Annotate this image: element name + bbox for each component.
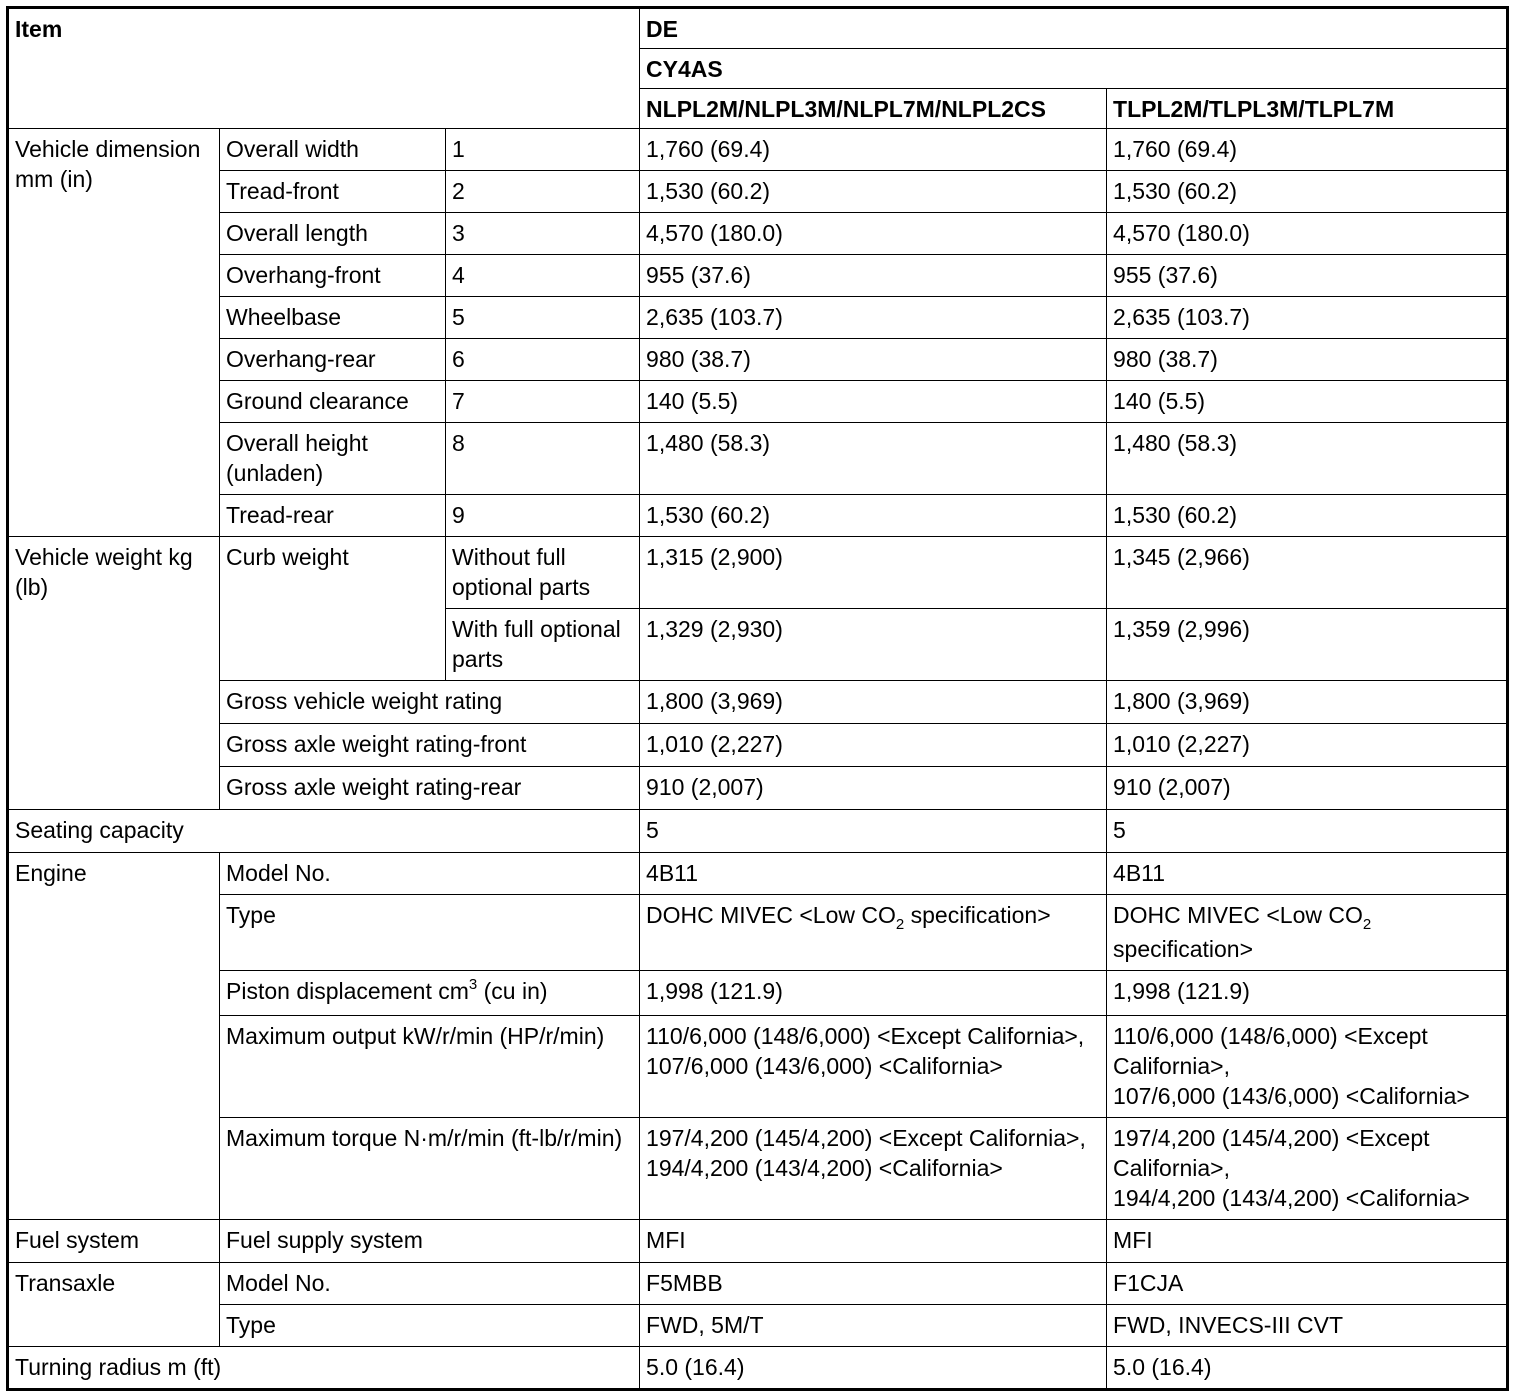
text-line: 107/6,000 (143/6,000) <California> xyxy=(646,1053,1003,1079)
row-number: 5 xyxy=(446,297,640,339)
value-b: F1CJA xyxy=(1107,1263,1508,1305)
text-run: specification> xyxy=(1113,936,1254,962)
text-line: 194/4,200 (143/4,200) <California> xyxy=(646,1155,1003,1181)
value-a: 1,010 (2,227) xyxy=(640,724,1107,767)
row-label: Tread-rear xyxy=(220,495,446,537)
row-label: Gross axle weight rating-front xyxy=(220,724,640,767)
value-a xyxy=(640,1016,1107,1118)
value-a: 1,530 (60.2) xyxy=(640,171,1107,213)
row-label: Overall length xyxy=(220,213,446,255)
text-run: DOHC MIVEC <Low CO xyxy=(646,902,896,928)
text-run: DOHC MIVEC <Low CO xyxy=(1113,902,1363,928)
value-a: FWD, 5M/T xyxy=(640,1305,1107,1347)
value-a xyxy=(640,1118,1107,1220)
value-b: 1,345 (2,966) xyxy=(1107,537,1508,609)
table-row xyxy=(8,1347,1508,1390)
value-b xyxy=(1107,1016,1508,1118)
row-label: Overhang-rear xyxy=(220,339,446,381)
value-b: 1,998 (121.9) xyxy=(1107,971,1508,1016)
value-a: 5 xyxy=(640,810,1107,853)
value-b: 1,800 (3,969) xyxy=(1107,681,1508,724)
value-a: 980 (38.7) xyxy=(640,339,1107,381)
table-row xyxy=(8,1118,1508,1220)
seating-label: Seating capacity xyxy=(8,810,640,853)
row-label: Type xyxy=(220,895,640,971)
value-b: 5.0 (16.4) xyxy=(1107,1347,1508,1390)
value-a: 2,635 (103.7) xyxy=(640,297,1107,339)
row-number: 4 xyxy=(446,255,640,297)
text-line: 110/6,000 (148/6,000) <Except California>, xyxy=(1113,1023,1428,1079)
model-a-header: NLPL2M/NLPL3M/NLPL7M/NLPL2CS xyxy=(640,89,1107,129)
text-line: 107/6,000 (143/6,000) <California> xyxy=(1113,1083,1470,1109)
row-number: 6 xyxy=(446,339,640,381)
row-number: 7 xyxy=(446,381,640,423)
value-b: 140 (5.5) xyxy=(1107,381,1508,423)
value-b: 2,635 (103.7) xyxy=(1107,297,1508,339)
fuel-group-label: Fuel system xyxy=(8,1220,220,1263)
value-a: 1,315 (2,900) xyxy=(640,537,1107,609)
table-row xyxy=(8,171,1508,213)
row-label: Overall width xyxy=(220,129,446,171)
value-b: 1,530 (60.2) xyxy=(1107,171,1508,213)
text-line: 197/4,200 (145/4,200) <Except California>, xyxy=(1113,1125,1430,1181)
text-line: 110/6,000 (148/6,000) <Except California>, xyxy=(646,1023,1085,1049)
value-b: 1,010 (2,227) xyxy=(1107,724,1508,767)
table-row xyxy=(8,129,1508,171)
value-a: MFI xyxy=(640,1220,1107,1263)
row-label: Overhang-front xyxy=(220,255,446,297)
value-b: 910 (2,007) xyxy=(1107,767,1508,810)
text-line: 197/4,200 (145/4,200) <Except California>, xyxy=(646,1125,1086,1151)
row-number: 2 xyxy=(446,171,640,213)
row-label: Maximum torque N·m/r/min (ft-lb/r/min) xyxy=(220,1118,640,1220)
row-label: Type xyxy=(220,1305,640,1347)
row-number: 3 xyxy=(446,213,640,255)
table-row xyxy=(8,1220,1508,1263)
value-b: 1,359 (2,996) xyxy=(1107,609,1508,681)
value-b xyxy=(1107,895,1508,971)
value-b: 5 xyxy=(1107,810,1508,853)
value-b: 955 (37.6) xyxy=(1107,255,1508,297)
table-row xyxy=(8,423,1508,495)
table-row xyxy=(8,810,1508,853)
subscript: 2 xyxy=(1362,916,1372,933)
cy4as-header: CY4AS xyxy=(640,49,1508,89)
engine-group-label: Engine xyxy=(8,853,220,1220)
value-a: 1,760 (69.4) xyxy=(640,129,1107,171)
value-b xyxy=(1107,1118,1508,1220)
table-row xyxy=(8,853,1508,895)
row-label: Wheelbase xyxy=(220,297,446,339)
transaxle-group-label: Transaxle xyxy=(8,1263,220,1347)
table-row xyxy=(8,495,1508,537)
value-a: F5MBB xyxy=(640,1263,1107,1305)
value-b: FWD, INVECS-III CVT xyxy=(1107,1305,1508,1347)
row-label: Gross axle weight rating-rear xyxy=(220,767,640,810)
value-b: 980 (38.7) xyxy=(1107,339,1508,381)
table-row xyxy=(8,1263,1508,1305)
table-row xyxy=(8,895,1508,971)
value-b: 1,480 (58.3) xyxy=(1107,423,1508,495)
row-number: 1 xyxy=(446,129,640,171)
specification-table xyxy=(6,6,1509,1391)
table-row xyxy=(8,1305,1508,1347)
table-row xyxy=(8,681,1508,724)
curb-weight-label: Curb weight xyxy=(220,537,446,681)
value-b: 1,760 (69.4) xyxy=(1107,129,1508,171)
turning-label: Turning radius m (ft) xyxy=(8,1347,640,1390)
table-row xyxy=(8,724,1508,767)
value-a: 1,480 (58.3) xyxy=(640,423,1107,495)
value-a: 4,570 (180.0) xyxy=(640,213,1107,255)
superscript: 3 xyxy=(468,976,478,993)
value-a: 910 (2,007) xyxy=(640,767,1107,810)
value-a: 1,329 (2,930) xyxy=(640,609,1107,681)
row-label: Overall height (unladen) xyxy=(220,423,446,495)
value-b: 4B11 xyxy=(1107,853,1508,895)
subscript: 2 xyxy=(895,916,905,933)
dimension-group-label: Vehicle dimension mm (in) xyxy=(8,129,220,537)
row-label: Model No. xyxy=(220,1263,640,1305)
value-a: 1,800 (3,969) xyxy=(640,681,1107,724)
table-row xyxy=(8,213,1508,255)
row-label: Model No. xyxy=(220,853,640,895)
row-label: Ground clearance xyxy=(220,381,446,423)
table-row xyxy=(8,255,1508,297)
table-row xyxy=(8,297,1508,339)
table-row xyxy=(8,339,1508,381)
text-run: (cu in) xyxy=(477,978,548,1004)
value-b: 1,530 (60.2) xyxy=(1107,495,1508,537)
table-row xyxy=(8,537,1508,609)
row-label: Fuel supply system xyxy=(220,1220,640,1263)
value-b: 4,570 (180.0) xyxy=(1107,213,1508,255)
row-label: Maximum output kW/r/min (HP/r/min) xyxy=(220,1016,640,1118)
row-number: 8 xyxy=(446,423,640,495)
de-header: DE xyxy=(640,8,1508,49)
model-b-header: TLPL2M/TLPL3M/TLPL7M xyxy=(1107,89,1508,129)
text-line: 194/4,200 (143/4,200) <California> xyxy=(1113,1185,1470,1211)
header-row xyxy=(8,8,1508,49)
value-a: 140 (5.5) xyxy=(640,381,1107,423)
value-a: 1,530 (60.2) xyxy=(640,495,1107,537)
row-label: With full optional parts xyxy=(446,609,640,681)
text-run: Piston displacement cm xyxy=(226,978,469,1004)
table-row xyxy=(8,1016,1508,1118)
row-label: Tread-front xyxy=(220,171,446,213)
table-row xyxy=(8,971,1508,1016)
value-b: MFI xyxy=(1107,1220,1508,1263)
row-label: Without full optional parts xyxy=(446,537,640,609)
value-a: 5.0 (16.4) xyxy=(640,1347,1107,1390)
value-a xyxy=(640,895,1107,971)
row-label xyxy=(220,971,640,1016)
row-number: 9 xyxy=(446,495,640,537)
value-a: 1,998 (121.9) xyxy=(640,971,1107,1016)
text-run: specification> xyxy=(904,902,1051,928)
weight-group-label: Vehicle weight kg (lb) xyxy=(8,537,220,810)
item-header: Item xyxy=(8,8,640,129)
value-a: 4B11 xyxy=(640,853,1107,895)
value-a: 955 (37.6) xyxy=(640,255,1107,297)
table-row xyxy=(8,767,1508,810)
row-label: Gross vehicle weight rating xyxy=(220,681,640,724)
table-row xyxy=(8,381,1508,423)
